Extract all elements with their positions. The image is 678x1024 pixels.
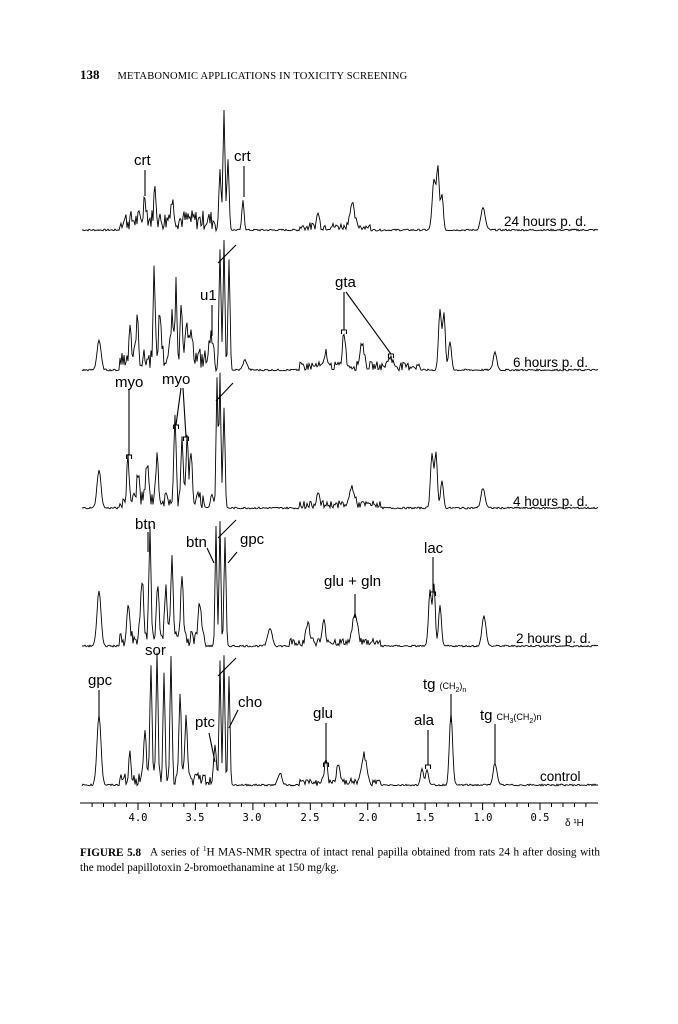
peak-label-btn: btn xyxy=(135,516,156,533)
peak-leader-line xyxy=(218,245,236,263)
x-tick-label: 2.0 xyxy=(358,812,378,824)
peak-label-myo: myo xyxy=(115,374,144,391)
peak-leader-line xyxy=(346,292,391,354)
peak-leader-line xyxy=(228,552,237,563)
peak-label-glu-gln: glu + gln xyxy=(324,573,382,590)
spectra-traces xyxy=(82,110,598,786)
peak-label-gpc: gpc xyxy=(88,672,113,689)
peak-label-crt: crt xyxy=(134,152,151,169)
x-tick-label: 4.0 xyxy=(128,812,148,824)
peak-label-cho: cho xyxy=(238,694,263,711)
peak-leader-line xyxy=(209,733,215,762)
spectrum-24h xyxy=(82,110,598,231)
peak-label-sor: sor xyxy=(145,642,166,659)
peak-leader-line xyxy=(176,388,181,425)
x-tick-label: 3.0 xyxy=(242,812,262,824)
x-axis-ticks xyxy=(92,803,586,810)
peak-bracket-marker xyxy=(342,330,347,334)
figure-caption: FIGURE 5.8 A series of $^1$H MAS-NMR spectra of intact renal papilla obtained from rats 24 h after dosing with the model papillotoxin 2-bromoethanamine at 150 mg/kg. xyxy=(80,845,600,875)
trace-label-24h: 24 hours p. d. xyxy=(504,214,587,229)
peak-bracket-marker xyxy=(426,765,431,769)
peak-label-btn: btn xyxy=(186,534,207,551)
page-number: 138 xyxy=(80,67,100,82)
peak-leader-line xyxy=(218,658,236,676)
peak-label-u1: u1 xyxy=(200,287,217,304)
x-tick-label: 3.5 xyxy=(185,812,205,824)
peak-label-gta: gta xyxy=(335,274,356,291)
trace-label-6h: 6 hours p. d. xyxy=(513,355,589,370)
peak-label-myo: myo xyxy=(162,371,191,388)
peak-leader-line xyxy=(218,520,236,538)
peak-leader-line xyxy=(183,388,186,437)
trace-label-2h: 2 hours p. d. xyxy=(516,631,592,646)
trace-label-control: control xyxy=(540,769,581,784)
x-axis-label: δ ¹H xyxy=(565,818,584,829)
peak-label-tg: tg ($CH_2^)_n$ xyxy=(423,676,467,694)
peak-label-ala: ala xyxy=(414,712,435,729)
peak-label-glu: glu xyxy=(313,705,334,722)
caption-text: H MAS-NMR spectra of intact renal papilla obtained from rats 24 h after dosing with the model papillotoxin 2-bromoethanamine at 150 mg/kg. xyxy=(80,846,600,875)
caption-text: A series of xyxy=(150,846,203,859)
peak-label-tg: tg $CH_3^{(CH}_2^{)n}$ xyxy=(480,707,542,725)
x-tick-label: 1.5 xyxy=(415,812,435,824)
figure-number: FIGURE 5.8 xyxy=(80,846,142,859)
peak-leader-line xyxy=(207,548,214,563)
x-tick-label: 1.0 xyxy=(473,812,493,824)
peak-label-crt: crt xyxy=(234,148,251,165)
spectrum-4h xyxy=(82,373,598,509)
x-tick-label: 2.5 xyxy=(300,812,320,824)
trace-label-4h: 4 hours p. d. xyxy=(513,494,589,509)
peak-leader-line xyxy=(216,383,233,401)
spectrum-6h xyxy=(82,240,598,371)
peak-label-gpc: gpc xyxy=(240,531,265,548)
peak-label-ptc: ptc xyxy=(195,714,216,731)
x-tick-label: 0.5 xyxy=(530,812,550,824)
running-title: METABONOMIC APPLICATIONS IN TOXICITY SCREENING xyxy=(117,71,408,82)
peak-label-lac: lac xyxy=(424,540,444,557)
